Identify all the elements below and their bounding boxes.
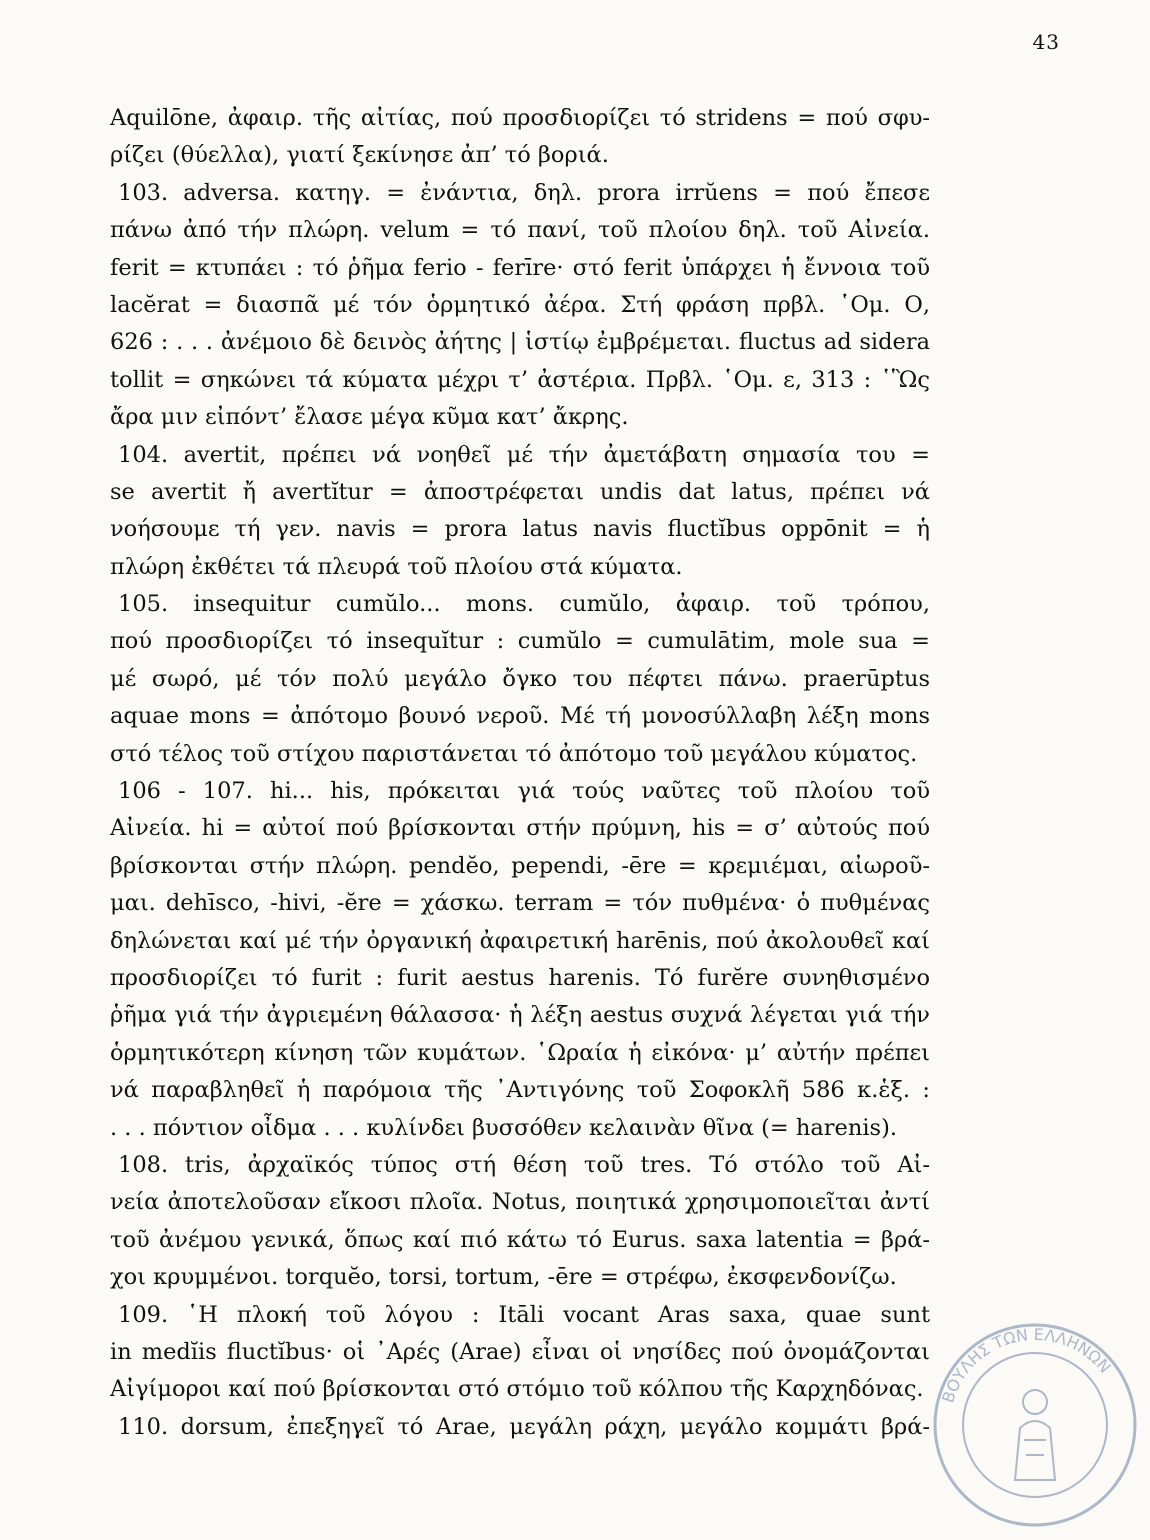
text-line: μαι. dehīsco, -hivi, -ĕre = χάσκω. terram = τόν πυθμένα· ὁ πυθμένας — [110, 890, 930, 917]
library-stamp — [920, 1310, 1150, 1540]
text-line: στό τέλος τοῦ στίχου παριστάνεται τό ἀπότομο τοῦ μεγάλου κύματος. — [110, 740, 918, 767]
text-line: μέ σωρό, μέ τόν πολύ μεγάλο ὄγκο του πέφτει πάνω. praerūptus — [110, 665, 930, 692]
text-line: χοι κρυμμένοι. torquĕo, torsi, tortum, -ēre = στρέφω, ἐκσφενδονίζω. — [110, 1264, 897, 1291]
text-line: τοῦ ἀνέμου γενικά, ὅπως καί πιό κάτω τό Eurus. saxa latentia = βρά- — [110, 1226, 930, 1253]
text-line: 104. avertit, πρέπει νά νοηθεῖ μέ τήν ἀμετάβατη σημασία του = — [118, 441, 930, 468]
stamp-text: ΒΟΥΛΗΣ ΤΩΝ ΕΛΛΗΝΩΝ — [938, 1324, 1115, 1406]
text-line: se avertit ἤ avertĭtur = ἀποστρέφεται undis dat latus, πρέπει νά — [110, 478, 930, 505]
text-line: 626 : . . . ἀνέμοιο δὲ δεινὸς ἀήτης | ἱστίῳ ἐμβρέμεται. fluctus ad sidera — [110, 329, 930, 356]
stamp-inner-ring — [963, 1353, 1107, 1497]
text-line: Αἰνεία. hi = αὐτοί πού βρίσκονται στήν πρύμνη, his = σ’ αὐτούς πού — [110, 815, 930, 842]
text-line: 109. ῾Η πλοκή τοῦ λόγου : Itāli vocant Aras saxa, quae sunt — [118, 1301, 930, 1328]
text-line: . . . πόντιον οἶδμα . . . κυλίνδει βυσσόθεν κελαινὰν θῖνα (= harenis). — [110, 1114, 898, 1141]
commentary-text — [110, 100, 930, 1446]
text-line: 110. dorsum, ἐπεξηγεῖ τό Arae, μεγάλη ράχη, μεγάλο κομμάτι βρά- — [118, 1413, 930, 1440]
text-line: νά παραβληθεῖ ἡ παρόμοια τῆς ᾿Αντιγόνης τοῦ Σοφοκλῆ 586 κ.ἑξ. : — [110, 1077, 930, 1104]
text-line: 106 - 107. hi... his, πρόκειται γιά τούς ναῦτες τοῦ πλοίου τοῦ — [118, 778, 930, 805]
text-line: tollit = σηκώνει τά κύματα μέχρι τ’ ἀστέρια. Πρβλ. ῾Ομ. ε, 313 : ῾Ὣς — [110, 366, 930, 393]
text-line: ferit = κτυπάει : τό ῥῆμα ferio - ferīre· στό ferit ὑπάρχει ἡ ἔννοια τοῦ — [110, 254, 930, 281]
text-line: νοήσουμε τή γεν. navis = prora latus navis fluctĭbus oppōnit = ἡ — [110, 516, 930, 543]
text-line: βρίσκονται στήν πλώρη. pendĕo, pependi, -ēre = κρεμιέμαι, αἰωροῦ- — [110, 852, 930, 879]
text-line: lacĕrat = διασπᾶ μέ τόν ὁρμητικό ἀέρα. Στή φράση πρβλ. ῾Ομ. Ο, — [110, 291, 930, 318]
text-line: Aquilōne, ἀφαιρ. τῆς αἰτίας, πού προσδιορίζει τό stridens = πού σφυ- — [110, 105, 930, 131]
page-number: 43 — [1032, 30, 1060, 54]
text-line: ῥῆμα γιά τήν ἀγριεμένη θάλασσα· ἡ λέξη aestus συχνά λέγεται γιά τήν — [110, 1002, 930, 1029]
text-line: aquae mons = ἀπότομο βουνό νεροῦ. Μέ τή μονοσύλλαβη λέξη mons — [110, 703, 930, 730]
text-line: πάνω ἀπό τήν πλώρη. velum = τό πανί, τοῦ πλοίου δηλ. τοῦ Αἰνεία. — [110, 217, 930, 244]
text-line: πού προσδιορίζει τό insequĭtur : cumŭlo = cumulātim, mole sua = — [110, 628, 930, 655]
text-line: 105. insequitur cumŭlo... mons. cumŭlo, ἀφαιρ. τοῦ τρόπου, — [118, 591, 930, 618]
stamp-figure — [1015, 1390, 1055, 1480]
text-line: ὁρμητικότερη κίνηση τῶν κυμάτων. ῾Ωραία ἡ εἰκόνα· μ’ αὐτήν πρέπει — [110, 1039, 930, 1066]
text-line: 103. adversa. κατηγ. = ἐνάντια, δηλ. prora irrŭens = πού ἔπεσε — [118, 179, 930, 206]
text-line: προσδιορίζει τό furit : furit aestus harenis. Τό furĕre συνηθισμένο — [110, 964, 930, 991]
text-line: in medĭis fluctĭbus· οἱ ᾿Αρές (Arae) εἶναι οἱ νησίδες πού ὀνομάζονται — [110, 1338, 930, 1365]
text-line: ρίζει (θύελλα), γιατί ξεκίνησε ἀπ’ τό βοριά. — [110, 142, 609, 169]
text-line: ἄρα μιν εἰπόντ’ ἔλασε μέγα κῦμα κατ’ ἄκρης. — [110, 404, 629, 431]
text-line: νεία ἀποτελοῦσαν εἴκοσι πλοῖα. Notus, ποιητικά χρησιμοποιεῖται ἀντί — [110, 1189, 930, 1216]
text-line: 108. tris, ἀρχαϊκός τύπος στή θέση τοῦ tres. Τό στόλο τοῦ Αἰ- — [118, 1151, 930, 1178]
text-line: δηλώνεται καί μέ τήν ὀργανική ἀφαιρετική harēnis, πού ἀκολουθεῖ καί — [110, 927, 930, 954]
text-line: πλώρη ἐκθέτει τά πλευρά τοῦ πλοίου στά κύματα. — [110, 553, 683, 580]
text-line: Αἰγίμοροι καί πού βρίσκονται στό στόμιο τοῦ κόλπου τῆς Καρχηδόνας. — [110, 1376, 924, 1403]
